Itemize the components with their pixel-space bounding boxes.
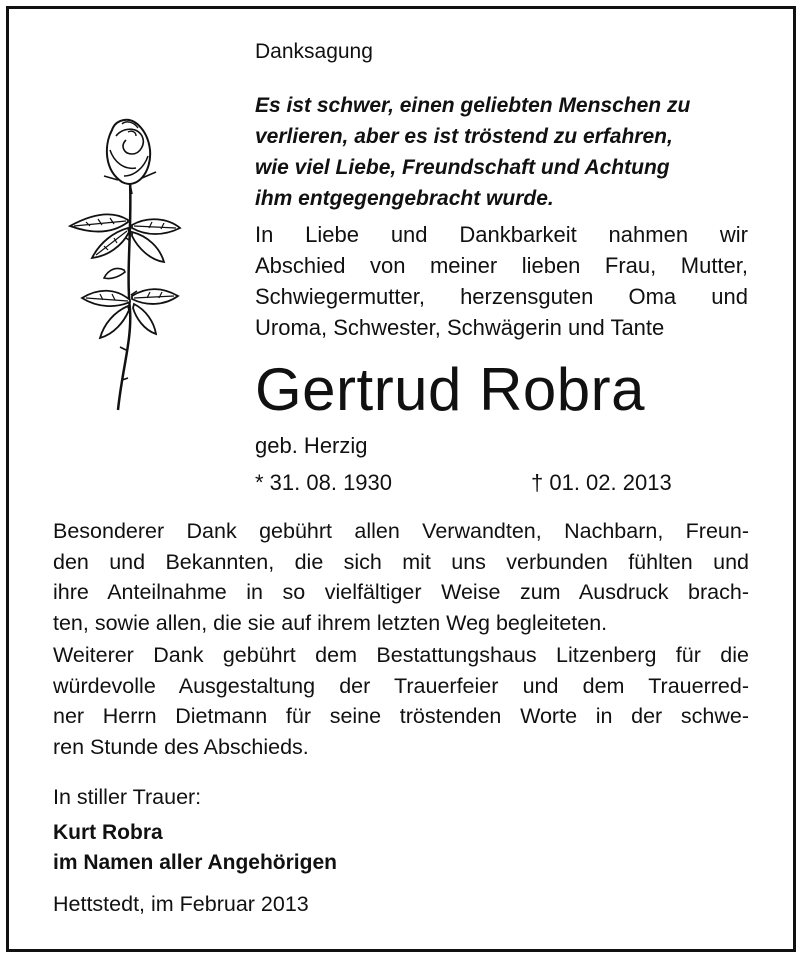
quote-line: verlieren, aber es ist tröstend zu erfahren, (255, 125, 673, 148)
deceased-name: Gertrud Robra (255, 356, 645, 423)
intro-text (255, 219, 748, 343)
paragraph-line: Besonderer Dank gebührt allen Verwandten, Nachbarn, Freun- (53, 519, 749, 543)
paragraph-line: ren Stunde des Abschieds. (53, 734, 309, 759)
paragraph-line: würdevolle Ausgestaltung der Trauerfeier und dem Trauerred- (53, 673, 749, 698)
quote-line: wie viel Liebe, Freundschaft und Achtung (255, 156, 670, 179)
signers (53, 818, 337, 878)
place-date: Hettstedt, im Februar 2013 (53, 892, 309, 916)
paragraph-line: den und Bekannten, die sich mit uns verbunden fühlten und (53, 549, 749, 574)
paragraph-line: Weiterer Dank gebührt dem Bestattungshaus Litzenberg für die (53, 643, 749, 667)
thanks-paragraph-1 (53, 516, 749, 638)
thanks-paragraph-2 (53, 640, 749, 762)
signer-name: Kurt Robra (53, 821, 163, 844)
death-date: † 01. 02. 2013 (531, 470, 672, 495)
rose-icon (52, 110, 192, 420)
heading: Danksagung (255, 40, 373, 63)
birth-date: * 31. 08. 1930 (255, 470, 393, 495)
signer-note: im Namen aller Angehörigen (53, 851, 337, 874)
intro-line: Uroma, Schwester, Schwägerin und Tante (255, 315, 665, 340)
intro-line: Schwiegermutter, herzensguten Oma und (255, 284, 748, 309)
closing-phrase: In stiller Trauer: (53, 785, 202, 809)
quote-line: ihm entgegengebracht wurde. (255, 187, 554, 210)
paragraph-line: ten, sowie allen, die sie auf ihrem letzten Weg begleiteten. (53, 610, 608, 635)
quote-line: Es ist schwer, einen geliebten Menschen zu (255, 94, 691, 117)
quote (255, 90, 690, 214)
birth-name: geb. Herzig (255, 433, 368, 458)
paragraph-line: ihre Anteilnahme in so vielfältiger Weise zum Ausdruck brach- (53, 580, 749, 604)
intro-line: In Liebe und Dankbarkeit nahmen wir (255, 222, 748, 247)
intro-line: Abschied von meiner lieben Frau, Mutter, (255, 253, 748, 278)
paragraph-line: ner Herrn Dietmann für seine tröstenden Worte in der schwe- (53, 704, 749, 728)
